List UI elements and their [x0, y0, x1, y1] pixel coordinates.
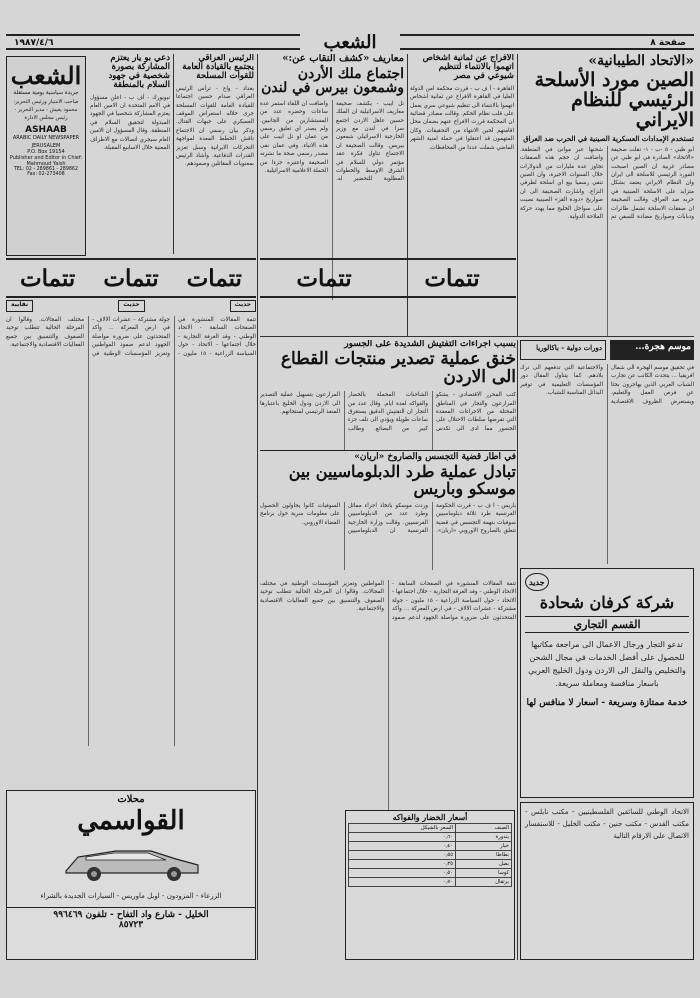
masthead-city: JERUSALEM [31, 143, 61, 150]
prices-cell: ٠٫٧٠ [349, 878, 456, 887]
diplomats-story [260, 450, 516, 570]
prices-table-box [345, 810, 515, 960]
prices-cell: بطاطا [456, 851, 512, 860]
masthead-logo: الشعب [10, 61, 82, 90]
tag-right: نقابية [6, 300, 33, 312]
masthead-po: P.O. Box 19154 [27, 149, 65, 156]
masthead-publisher: Publisher and Editor in Chief: Mahmoud Yaish [9, 155, 83, 168]
car-ad-contact: الخليل - شارع واد التفاح - تلفون ٩٩٦٤٦٩ [7, 907, 255, 920]
car-ad-lines: الزرعاء - المزودون - اوبل ماوريس - السيارات الجديدة بالشراء [40, 891, 222, 900]
company-name: شركة كرفان شحادة [539, 593, 675, 612]
bridges-body: كتب المحرر الاقتصادي - يشكو المزارعون والتجار في المناطق المحتلة من الاجراءات المعقدة التي تفرضها سلطات الاحتلال على الجسور مما ادى الى تكدس الشاحنات المحملة بالخضار والفواكه لعدة ايام. وقال عدد من التجار ان التفتيش الدقيق يستغرق ساعات طويلة ويؤدي الى تلف جزء كبير من البضائع. وطالب المزارعون بتسهيل عملية التصدير الى الاردن ودول الخليج باعتبارها المنفذ الرئيسي لمنتجاتهم. [260, 392, 516, 432]
yemen-body: نيويورك - أف ب - اعلن مسؤول في الامم المتحدة ان الامين العام يعتزم المشاركة شخصيا في الجهود المبذولة لتحقيق السلام في المنطقة. وقال المسؤول ان الامين العام سيجري اتصالات مع الاطراف المعنية خلال الاسابيع المقبلة. [90, 94, 170, 152]
tatmat-banner [6, 258, 256, 298]
tatmat-tags [6, 300, 256, 312]
tag-mid: حديث [118, 300, 144, 312]
diplomats-kicker: في اطار قضية التجسس والصاروخ «اريان» [260, 450, 516, 462]
car-ad [6, 790, 256, 960]
lead-story [520, 54, 694, 336]
continuations-columns: تتمة المقالات المنشورة في الصفحات السابقة - الاتحاد الوطني - وفد الغرفة التجارية - خلال اجتماعها - الاتحاد - حول السياسة الزراعية - ١٥ مليون - جولة مشتركة - عشرات الالاف - في ارض المعركة ... وأكد المتحدثون على ضرورة مواصلة الجهود لدعم صمود المواطنين وتعزيز المؤسسات الوطنية في مختلف المجالات. وقالوا ان المرحلة الحالية تتطلب توحيد الصفوف والتنسيق بين جميع الفعاليات الاقتصادية والاجتماعية. [6, 317, 256, 357]
band-mid: موسم هجرة... [610, 340, 694, 360]
top-logo: الشعب [300, 32, 400, 54]
table-row [349, 842, 512, 851]
band-left: دورات دولية - باكالوريا [520, 340, 606, 360]
iraq-headline: الرئيس العراقي يجتمع بالقيادة العامة للقوات المسلحة [182, 54, 254, 81]
table-row [349, 851, 512, 860]
company-footer: خدمة ممتازة وسريعة - اسعار لا منافس لها [526, 697, 688, 708]
car-ad-phone: ٨٥٧٢٣ [118, 919, 144, 930]
prices-cell: ٠٫٣٥ [349, 860, 456, 869]
table-row [349, 869, 512, 878]
prices-cell: ٠٫٥٠ [349, 869, 456, 878]
company-stamp: جديد [525, 573, 549, 591]
brief-body: القاهرة - أ ف ب - قررت محكمة امن الدولة العليا في القاهرة الافراج عن ثمانية اشخاص اتهموا بالانتماء الى تنظيم شيوعي سري يعمل على قلب نظام الحكم. وقالت مصادر قضائية ان المحكمة قررت الافراج عنهم بضمان محل اقامتهم لحين الانتهاء من التحقيقات. وكان المتهمون قد اعتقلوا في حملة امنية الشهر الماضي شملت عددا من المحافظات. [410, 85, 514, 151]
masthead-tagline: جريدة سياسية يومية مستقلة [13, 90, 79, 96]
prices-title: أسعار الخضار والفواكه [392, 812, 468, 822]
masthead-info: صاحب الامتياز ورئيس التحرير: محمود يعيش - مدير التحرير - رئيس مجلس الادارة [13, 99, 79, 121]
feature-headline: اجتماع ملك الأردن وشمعون بيرس في لندن [261, 65, 404, 97]
prices-cell: برتقال [456, 878, 512, 887]
tatmat-banner-2 [260, 258, 516, 298]
masthead-tel: TEL: 02 - 289861 - 289862 Fax: 02-273408 [13, 167, 79, 178]
company-sub: القسم التجاري [525, 616, 689, 634]
bottom-right-notice [520, 802, 694, 960]
right-feature-body: في تحقيق موسم الهجرة الى شمال افريقيا ... يتحدث الكاتب عن تجارب الشباب العربي الذين يهاجرون بحثا عن فرص العمل والتعليم، ويستعرض الظروف الاقتصادية والاجتماعية التي تدفعهم الى ترك بلادهم. كما يتناول المقال دور المؤسسات التعليمية في توفير البدائل المناسبة للشباب. [520, 365, 694, 405]
bridges-kicker: بسبب اجراءات التفتيش الشديدة على الجسور [344, 340, 516, 349]
lead-headline: الصين مورد الأسلحة الرئيسي للنظام الايراني [534, 68, 694, 131]
right-band [520, 340, 694, 360]
car-ad-name: القواسمي [77, 805, 185, 836]
prices-cell: كوسا [456, 869, 512, 878]
yemen-story [90, 54, 170, 254]
bottom-right-text: الاتحاد الوطني للسائقين الفلسطينيين - مكتب نابلس - مكتب القدس - مكتب جنين - مكتب الخليل - للاستفسار الاتصال على الارقام التالية [525, 808, 689, 840]
tag-left: حديث [230, 300, 256, 312]
bridges-headline: خنق عملية تصدير منتجات القطاع الى الاردن [280, 349, 516, 388]
prices-header-price: السعر بالشيكل [349, 824, 456, 833]
diplomats-headline: تبادل عملية طرد الدبلوماسيين بين موسكو وباريس [288, 462, 516, 499]
prices-cell: بصل [456, 860, 512, 869]
car-illustration-icon [56, 839, 206, 885]
tatmat-word-5: تتمات [424, 264, 480, 292]
tatmat-word-3: تتمات [186, 264, 242, 292]
prices-header-item: الصنف [456, 824, 512, 833]
tatmat-word-4: تتمات [296, 264, 352, 292]
iraq-body: بغداد - واع - ترأس الرئيس العراقي صدام حسين اجتماعا للقيادة العامة للقوات المسلحة جرى خلاله استعراض الموقف العسكري على جبهات القتال. وذكر بيان رسمي ان الاجتماع ناقش الخطط المعدة لمواجهة التحركات الايرانية وسبل تعزيز القدرات الدفاعية. وأشاد الرئيس بمعنويات المقاتلين وصمودهم. [176, 85, 254, 168]
table-row [349, 833, 512, 842]
feature-body: تل ابيب - يكشف صحيفة معاريف الاسرائيلية ان الملك حسين عاهل الاردن اجتمع سرا في لندن مع وزير الخارجية الاسرائيلي شمعون بيريس. وقالت الصحيفة ان الاجتماع تناول فكرة عقد مؤتمر دولي للسلام في الشرق الاوسط والخطوات المطلوبة للتحضير له. واضافت ان اللقاء استمر عدة ساعات وحضره عدد من المستشارين من الجانبين. ولم يصدر اي تعليق رسمي من عمان او تل ابيب على هذه الانباء. وفي عمان نفى مصدر رسمي صحة ما نشرته الصحيفة واعتبره جزءا من الحملة الاعلامية الاسرائيلية. [260, 100, 404, 183]
car-ad-top: محلات [117, 794, 145, 805]
masthead-box [6, 56, 86, 256]
issue-date: ١٩٨٧/٤/٦ [14, 38, 54, 48]
lead-subhead: تستخدم الإمدادات العسكرية الصينية في الحرب ضد العراق [523, 133, 694, 143]
lead-body: ابو ظبي - ٥ -ب - ١- نقلت صحيفة «الاتحاد» الصادرة في ابو ظبي عن مصادر غربية ان الصين اصبحت المورد الرئيسي للاسلحة الى ايران وان النظام الايراني يعتمد بشكل متزايد على الاسلحة الصينية في حربه ضد العراق. وقالت الصحيفة ان صفقات الاسلحة تشمل طائرات ودبابات وصواريخ مضادة للسفن تم شحنها عبر موانئ في المنطقة. واضافت ان حجم هذه الصفقات تجاوز عدة مليارات من الدولارات خلال السنوات الاخيرة، وان الصين تنفي رسميا بيع اي اسلحة لطرفي النزاع. واشارت الصحيفة الى ان صواريخ «دودة القز» الصينية نصبت على سواحل الخليج مما يهدد حركة الملاحة الدولية. [520, 146, 694, 220]
iraq-story [176, 54, 254, 254]
company-ad [520, 568, 694, 798]
page-number: صفحة ٨ [650, 38, 686, 48]
diplomats-body: باريس - ا ف ب - قررت الحكومة الفرنسية طرد ثلاثة دبلوماسيين سوفيات بتهمة التجسس في قضية تتعلق بالصاروخ الاوروبي «اريان». وردت موسكو باتخاذ اجراء مماثل وطرد عدد من الدبلوماسيين الفرنسيين. وقالت وزارة الخارجية الفرنسية ان الدبلوماسيين السوفيات كانوا يحاولون الحصول على معلومات سرية حول برنامج الفضاء الاوروبي. [260, 503, 516, 535]
prices-cell: خيار [456, 842, 512, 851]
brief-headline: الأفراج عن ثمانية اشخاص اتهموا بالانتماء لتنظيم شيوعي في مصر [422, 54, 514, 81]
prices-cell: ٠٫٥٥ [349, 851, 456, 860]
table-row [349, 860, 512, 869]
continuations-columns-2: تتمة المقالات المنشورة في الصفحات السابقة - الاتحاد الوطني - وفد الغرفة التجارية - خلال اجتماعها - الاتحاد - حول السياسة الزراعية - ١٥ مليون - جولة مشتركة - عشرات الالاف - في ارض المعركة ... وأكد المتحدثون على ضرورة مواصلة الجهود لدعم صمود المواطنين وتعزيز المؤسسات الوطنية في مختلف المجالات. وقالوا ان المرحلة الحالية تتطلب توحيد الصفوف والتنسيق بين جميع الفعاليات الاقتصادية والاجتماعية. [260, 581, 516, 621]
prices-table [348, 823, 512, 887]
table-row [349, 878, 512, 887]
tatmat-word-2: تتمات [103, 264, 159, 292]
company-body: تدعو التجار ورجال الاعمال الى مراجعة مكاتبها للحصول على أفضل الخدمات في مجال الشحن والتخليص والنقل الى الاردن ودول الخليج العربي باسعار منافسة ومعاملة سريعة. [528, 640, 686, 688]
yemen-headline: دعي بو يار يعتزم المشاركة بصورة شخصية في جهود السلام بالمنطقة [108, 54, 170, 90]
tatmat-word-1: تتمات [20, 264, 76, 292]
prices-cell: بندورة [456, 833, 512, 842]
masthead-english-name: ASHAAB [25, 125, 67, 136]
prices-cell: ٠٫٦٠ [349, 833, 456, 842]
lead-kicker: «الاتحاد الطيبانية» [588, 54, 694, 69]
feature-kicker: معاريف «كشف النقاب عن:» [282, 54, 404, 64]
prices-cell: ٠٫٤٠ [349, 842, 456, 851]
masthead-english-sub: ARABIC DAILY NEWSPAPER [12, 135, 80, 142]
